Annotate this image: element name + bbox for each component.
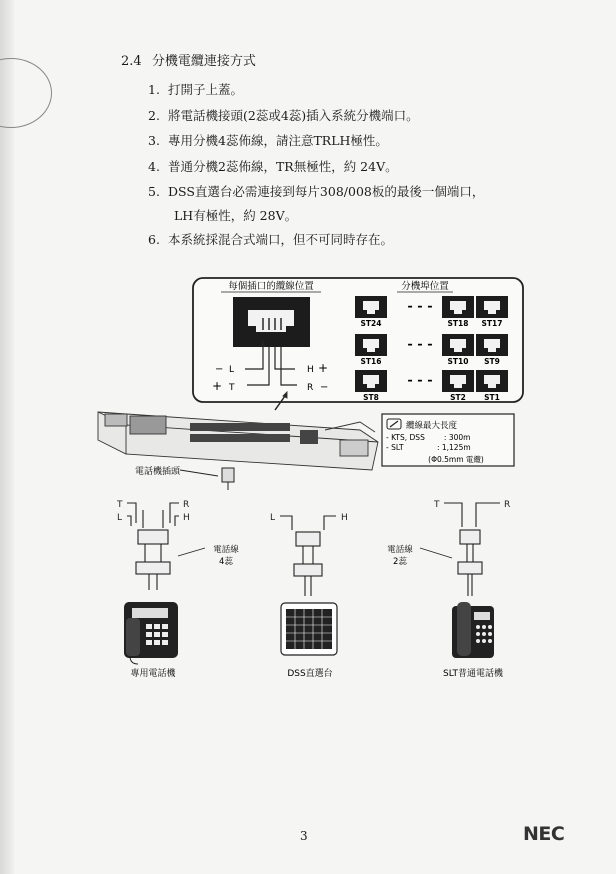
step-item: 6. 本系統採混合式端口，但不可同時存在。 — [148, 232, 394, 247]
cable4-label: 電話線 — [213, 545, 239, 555]
kts-t-label: T — [117, 500, 123, 510]
section-title: 分機電纜連接方式 — [151, 54, 256, 69]
port-jack-icon — [476, 370, 508, 392]
step-item: 1. 打開子上蓋。 — [148, 82, 244, 97]
pin-l-label: L — [229, 365, 235, 375]
cable-box-title: 纜線最大長度 — [406, 421, 458, 431]
port-label: ST17 — [481, 319, 503, 328]
dss-console-icon — [281, 603, 337, 655]
port-label: ST9 — [484, 357, 500, 366]
slt-phone-icon — [452, 602, 494, 658]
port-jack-icon — [355, 296, 387, 318]
dss-cable — [270, 513, 348, 596]
device-label: 專用電話機 — [130, 669, 176, 679]
port-ellipsis: - - - — [407, 299, 433, 314]
pin-t-label: T — [229, 383, 235, 393]
port-jack-icon — [355, 370, 387, 392]
cable4-sub: 4蕊 — [219, 557, 233, 567]
kts-cable — [116, 500, 190, 590]
port-ellipsis: - - - — [407, 337, 433, 352]
pin-h-label: H — [307, 365, 314, 375]
socket-icon — [233, 297, 310, 347]
phone-plug-icon — [222, 468, 234, 490]
port-ellipsis: - - - — [407, 373, 433, 388]
port-jack-icon — [476, 334, 508, 356]
slt-cable — [433, 500, 510, 596]
section-number: 2.4 — [121, 54, 142, 69]
socket-title: 每個插口的纜線位置 — [228, 281, 314, 292]
port-label: ST1 — [484, 393, 500, 402]
pin-r-sign: − — [320, 382, 329, 393]
port-jack-icon — [442, 370, 474, 392]
port-title: 分機埠位置 — [401, 281, 449, 292]
port-jack-icon — [442, 296, 474, 318]
cable2-sub: 2蕊 — [393, 557, 407, 567]
nec-logo: NEC — [523, 823, 565, 845]
device-label: SLT普通電話機 — [443, 669, 503, 679]
pin-r-label: R — [307, 383, 314, 393]
step-item-continuation: LH有極性，約 28V。 — [174, 208, 298, 223]
port-jack-icon — [476, 296, 508, 318]
cable-box-row: - SLT : 1,125m — [386, 443, 471, 452]
port-label: ST10 — [447, 357, 469, 366]
port-grid — [355, 296, 508, 402]
kts-l-label: L — [117, 513, 123, 523]
port-jack-icon — [442, 334, 474, 356]
port-jack-icon — [355, 334, 387, 356]
page-number: 3 — [300, 829, 308, 843]
port-label: ST18 — [447, 319, 469, 328]
kts-r-label: R — [183, 500, 190, 510]
step-item: 5. DSS直選台必需連接到每片308/008板的最後一個端口， — [148, 184, 485, 199]
kts-h-label: H — [183, 513, 190, 523]
step-item: 4. 普通分機2蕊佈線，TR無極性，約 24V。 — [148, 159, 398, 174]
pin-l-sign: − — [215, 364, 224, 375]
port-label: ST24 — [360, 319, 382, 328]
cable-box-note: (Φ0.5mm 電纜) — [428, 455, 484, 464]
dss-l-label: L — [270, 513, 276, 523]
pin-h-sign: + — [318, 361, 329, 375]
cable2-label: 電話線 — [387, 545, 413, 555]
step-item: 3. 專用分機4蕊佈線，請注意TRLH極性。 — [148, 133, 388, 148]
device-label: DSS直選台 — [287, 669, 333, 679]
motherboard-illustration — [98, 392, 378, 470]
cable-length-box — [382, 414, 514, 466]
port-label: ST8 — [363, 393, 379, 402]
pin-t-sign: + — [212, 379, 223, 393]
dss-h-label: H — [341, 513, 348, 523]
cable-box-row: - KTS, DSS : 300m — [386, 433, 471, 442]
slt-r-label: R — [504, 500, 511, 510]
slt-t-label: T — [434, 500, 440, 510]
step-item: 2. 將電話機接頭(2蕊或4蕊)插入系統分機端口。 — [148, 108, 419, 123]
kts-phone-icon — [124, 602, 178, 664]
port-label: ST16 — [360, 357, 382, 366]
port-label: ST2 — [450, 393, 466, 402]
plug-label: 電話機插頭 — [135, 467, 181, 477]
